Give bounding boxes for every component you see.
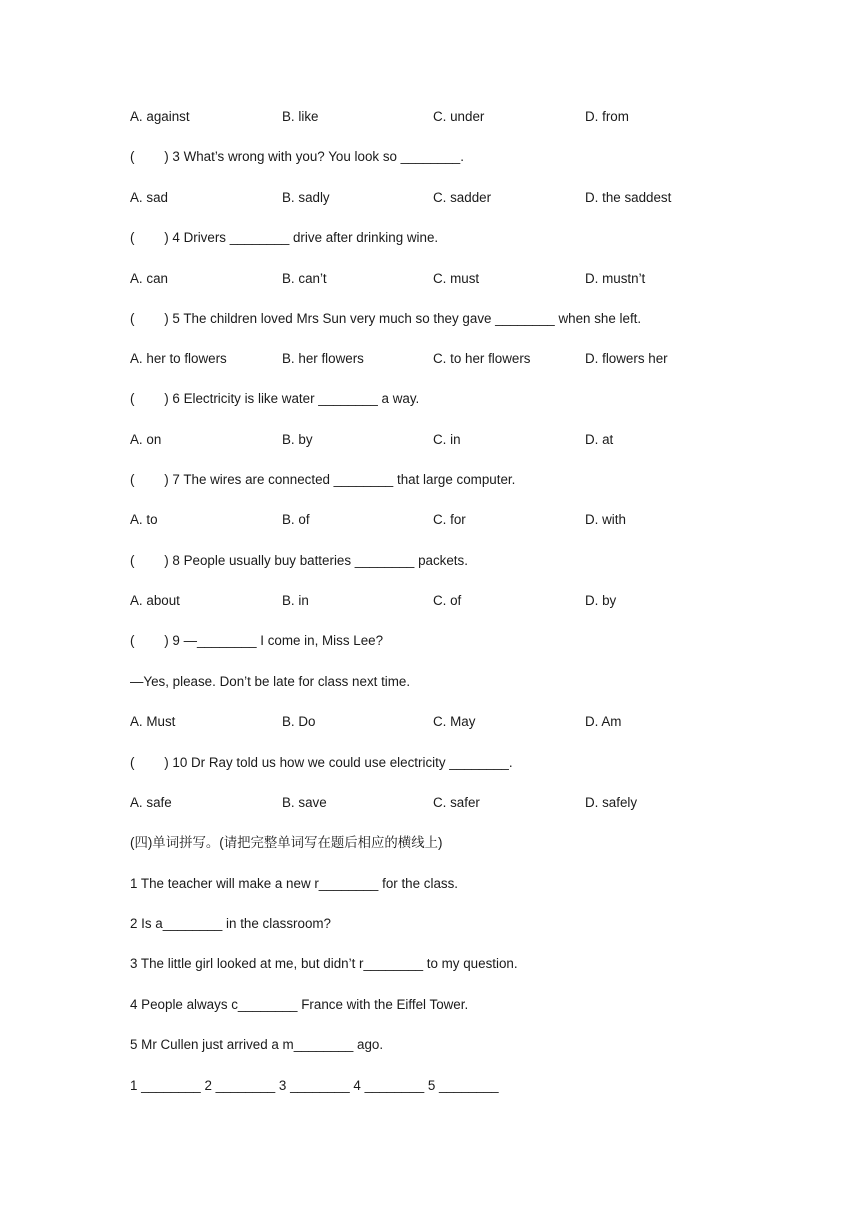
- option-a: A. on: [130, 432, 162, 447]
- answer-blanks: 1 ________ 2 ________ 3 ________ 4 ________ 5 ________: [130, 1078, 499, 1093]
- option-a: A. Must: [130, 714, 176, 729]
- option-d: D. Am: [585, 714, 622, 729]
- option-a: A. to: [130, 512, 158, 527]
- spelling-item-1: 1 The teacher will make a new r________ for the class.: [130, 876, 459, 891]
- question-7: ( ) 7 The wires are connected ________ that large computer.: [130, 472, 516, 487]
- spelling-item-5: 5 Mr Cullen just arrived a m________ ago.: [130, 1037, 384, 1052]
- option-c: C. May: [433, 714, 476, 729]
- question-4: ( ) 4 Drivers ________ drive after drinking wine.: [130, 230, 439, 245]
- question-9: ( ) 9 —________ I come in, Miss Lee?: [130, 633, 384, 648]
- option-a: A. safe: [130, 795, 172, 810]
- question-3: ( ) 3 What’s wrong with you? You look so ________.: [130, 149, 464, 164]
- answer-options: [130, 713, 770, 731]
- option-d: D. safely: [585, 795, 638, 810]
- answer-options: [130, 189, 770, 207]
- answer-options: [130, 794, 770, 812]
- spelling-item-3: 3 The little girl looked at me, but didn’t r________ to my question.: [130, 956, 518, 971]
- option-c: C. for: [433, 512, 466, 527]
- option-d: D. flowers her: [585, 351, 668, 366]
- answer-options: [130, 350, 770, 368]
- question-10: ( ) 10 Dr Ray told us how we could use electricity ________.: [130, 755, 513, 770]
- option-b: B. of: [282, 512, 310, 527]
- option-c: C. in: [433, 432, 461, 447]
- option-b: B. by: [282, 432, 313, 447]
- option-d: D. mustn’t: [585, 271, 646, 286]
- answer-options: [130, 431, 770, 449]
- option-c: C. under: [433, 109, 485, 124]
- option-a: A. sad: [130, 190, 168, 205]
- option-d: D. by: [585, 593, 617, 608]
- section-heading: (四)单词拼写。(请把完整单词写在题后相应的横线上): [130, 835, 443, 850]
- question-6: ( ) 6 Electricity is like water ________ a way.: [130, 391, 420, 406]
- question-8: ( ) 8 People usually buy batteries ________ packets.: [130, 553, 468, 568]
- option-c: C. sadder: [433, 190, 492, 205]
- spelling-item-4: 4 People always c________ France with the Eiffel Tower.: [130, 997, 469, 1012]
- option-d: D. from: [585, 109, 629, 124]
- option-b: B. in: [282, 593, 309, 608]
- option-a: A. about: [130, 593, 180, 608]
- option-a: A. against: [130, 109, 190, 124]
- option-b: B. sadly: [282, 190, 330, 205]
- spelling-item-2: 2 Is a________ in the classroom?: [130, 916, 331, 931]
- option-d: D. with: [585, 512, 626, 527]
- option-c: C. must: [433, 271, 480, 286]
- option-b: B. Do: [282, 714, 316, 729]
- option-b: B. save: [282, 795, 327, 810]
- option-c: C. of: [433, 593, 462, 608]
- option-a: A. her to flowers: [130, 351, 227, 366]
- option-d: D. at: [585, 432, 614, 447]
- option-c: C. safer: [433, 795, 480, 810]
- option-a: A. can: [130, 271, 168, 286]
- answer-options: [130, 592, 770, 610]
- option-b: B. her flowers: [282, 351, 364, 366]
- answer-options: [130, 511, 770, 529]
- option-d: D. the saddest: [585, 190, 672, 205]
- answer-options: [130, 108, 770, 126]
- dialogue-reply: —Yes, please. Don’t be late for class next time.: [130, 674, 411, 689]
- answer-options: [130, 270, 770, 288]
- option-b: B. can’t: [282, 271, 327, 286]
- option-c: C. to her flowers: [433, 351, 531, 366]
- option-b: B. like: [282, 109, 319, 124]
- question-5: ( ) 5 The children loved Mrs Sun very much so they gave ________ when she left.: [130, 311, 642, 326]
